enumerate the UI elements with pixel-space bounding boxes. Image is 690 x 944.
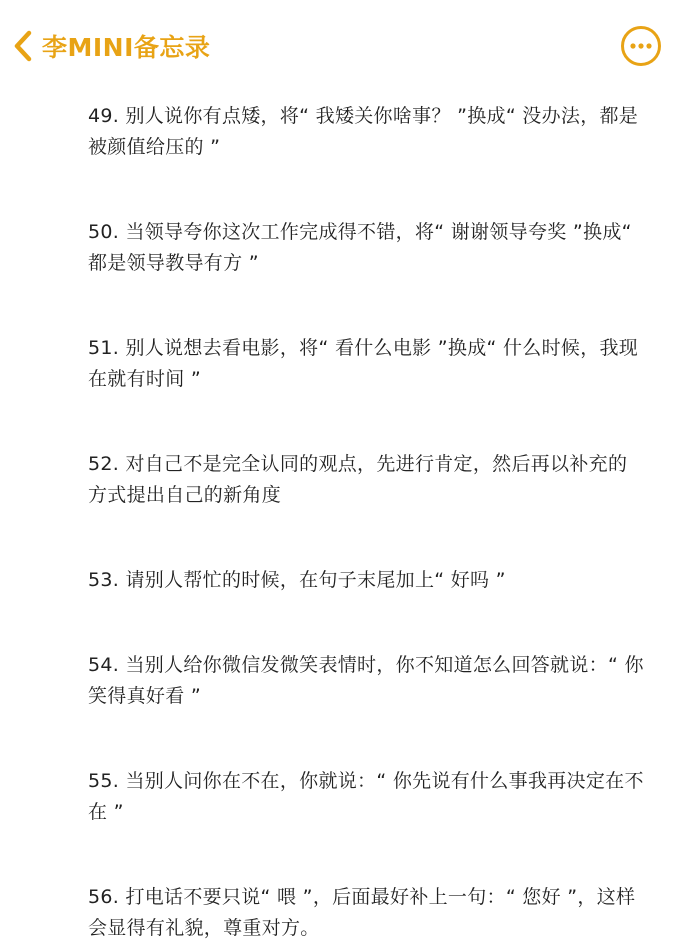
back-button[interactable] — [8, 24, 210, 68]
chevron-left-icon — [8, 26, 36, 66]
memo-item-50: 50. 当领导夸你这次工作完成得不错，将“ 谢谢领导夸奖 ”换成“ 都是领导教导有方 ” — [88, 221, 632, 274]
memo-item-52: 52. 对自己不是完全认同的观点，先进行肯定，然后再以补充的方式提出自己的新角度 — [88, 453, 628, 506]
memo-item-54: 54. 当别人给你微信发微笑表情时，你不知道怎么回答就说：“ 你笑得真好看 ” — [88, 654, 644, 707]
page-title: 李MINI备忘录 — [42, 33, 211, 62]
memo-item-55: 55. 当别人问你在不在，你就说：“ 你先说有什么事我再决定在不在 ” — [88, 770, 644, 823]
memo-item-51: 51. 别人说想去看电影，将“ 看什么电影 ”换成“ 什么时候，我现在就有时间 ” — [88, 337, 639, 390]
more-options-button[interactable] — [620, 25, 662, 67]
memo-item-56: 56. 打电话不要只说“ 喂 ”，后面最好补上一句：“ 您好 ”，这样会显得有礼貌，尊重对方。 — [88, 886, 636, 939]
more-horizontal-icon — [620, 25, 662, 67]
navigation-bar — [0, 0, 690, 90]
memo-item-53: 53. 请别人帮忙的时候，在句子末尾加上“ 好吗 ” — [88, 569, 506, 591]
memo-item-49: 49. 别人说你有点矮，将“ 我矮关你啥事？ ”换成“ 没办法，都是被颜值给压的 ” — [88, 105, 639, 158]
memo-content — [88, 101, 644, 944]
